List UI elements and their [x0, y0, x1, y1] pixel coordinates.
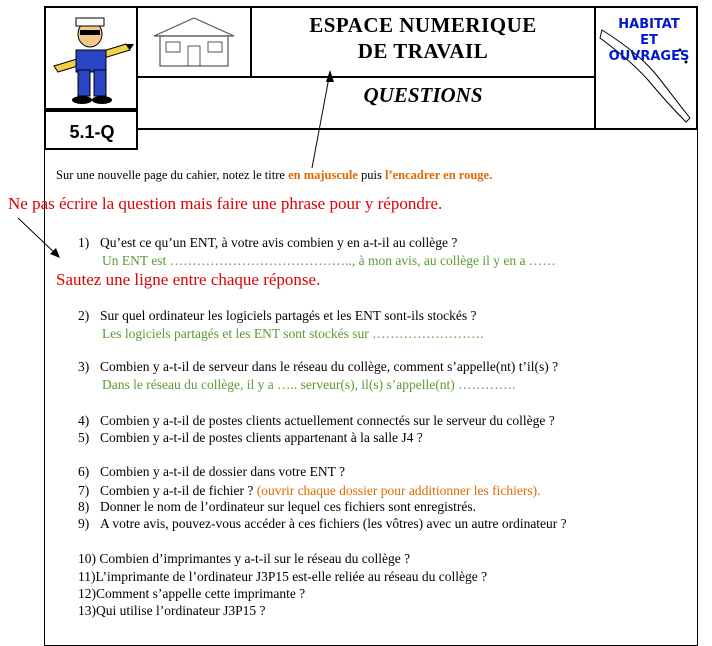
question-text: Combien d’imprimantes y a-t-il sur le réseau du collège ? — [99, 551, 411, 566]
question-12 — [78, 586, 305, 602]
question-6 — [78, 464, 345, 480]
question-7 — [78, 483, 541, 499]
title-line-1: ESPACE NUMERIQUE — [309, 13, 537, 37]
instruction-text-mid: puis — [357, 168, 385, 182]
question-number: 6) — [78, 464, 90, 479]
note-skip-line: Sautez une ligne entre chaque réponse. — [56, 270, 321, 289]
question-number: 2) — [78, 308, 90, 323]
question-2 — [78, 308, 477, 324]
question-4 — [78, 413, 555, 429]
question-11 — [78, 569, 487, 585]
habitat-line: ET — [640, 33, 658, 48]
question-text: Combien y a-t-il de postes clients actuellement connectés sur le serveur du collège ? — [100, 413, 555, 428]
answer-1: Un ENT est ………………………………….., à mon avis, au collège il y en a …… — [102, 253, 556, 268]
arrow-to-title-head — [326, 70, 334, 82]
question-number: 3) — [78, 359, 90, 374]
title-line-2: DE TRAVAIL — [357, 39, 489, 63]
answer-3: Dans le réseau du collège, il y a ….. serveur(s), il(s) s’appelle(nt) …………. — [102, 377, 516, 392]
instruction-emphasis-red-frame: l’encadrer en rouge. — [384, 168, 493, 182]
question-text: Combien y a-t-il de dossier dans votre ENT ? — [100, 464, 345, 479]
question-text: Qui utilise l’ordinateur J3P15 ? — [96, 603, 266, 618]
question-text: Donner le nom de l’ordinateur sur lequel ces fichiers sont enregistrés. — [100, 499, 477, 514]
note-answer-in-sentence: Ne pas écrire la question mais faire une phrase pour y répondre. — [8, 194, 443, 213]
arrow-to-question — [18, 218, 58, 256]
document-code: 5.1-Q — [69, 122, 115, 142]
question-number: 10) — [78, 551, 96, 566]
question-text: Comment s’appelle cette imprimante ? — [96, 586, 306, 601]
question-number: 12) — [78, 586, 96, 601]
question-text: Sur quel ordinateur les logiciels partagés et les ENT sont-ils stockés ? — [100, 308, 477, 323]
question-number: 4) — [78, 413, 90, 428]
page-subtitle: QUESTIONS — [363, 83, 483, 107]
question-13 — [78, 603, 265, 619]
question-text: Combien y a-t-il de postes clients appartenant à la salle J4 ? — [100, 430, 423, 445]
question-text: A votre avis, pouvez-vous accéder à ces fichiers (les vôtres) avec un autre ordinateur ? — [100, 516, 567, 531]
question-3 — [78, 359, 558, 375]
question-text: Qu’est ce qu’un ENT, à votre avis combien y en a-t-il au collège ? — [100, 235, 458, 250]
question-text: Combien y a-t-il de serveur dans le réseau du collège, comment s’appelle(nt) t’il(s) ? — [100, 359, 559, 374]
question-text: Combien y a-t-il de fichier ? — [100, 483, 257, 498]
question-number: 9) — [78, 516, 90, 531]
question-number: 8) — [78, 499, 90, 514]
arrow-to-title — [312, 72, 330, 168]
question-number: 7) — [78, 483, 90, 498]
habitat-line: OUVRAGES — [608, 49, 690, 64]
habitat-line: HABITAT — [618, 17, 680, 32]
question-number: 1) — [78, 235, 90, 250]
instruction-emphasis-uppercase: en majuscule — [288, 168, 358, 182]
question-9 — [78, 516, 567, 532]
instruction-line — [56, 168, 492, 183]
question-number: 13) — [78, 603, 96, 618]
question-number: 5) — [78, 430, 90, 445]
question-1 — [78, 235, 457, 251]
instruction-text: Sur une nouvelle page du cahier, notez le titre — [56, 168, 289, 182]
question-8 — [78, 499, 476, 515]
question-5 — [78, 430, 423, 446]
question-7-note: (ouvrir chaque dossier pour additionner les fichiers). — [256, 483, 541, 498]
question-10 — [78, 551, 410, 567]
answer-2: Les logiciels partagés et les ENT sont stockés sur ……………………. — [102, 326, 484, 341]
question-text: L’imprimante de l’ordinateur J3P15 est-elle reliée au réseau du collège ? — [95, 569, 488, 584]
question-number: 11) — [78, 569, 96, 584]
